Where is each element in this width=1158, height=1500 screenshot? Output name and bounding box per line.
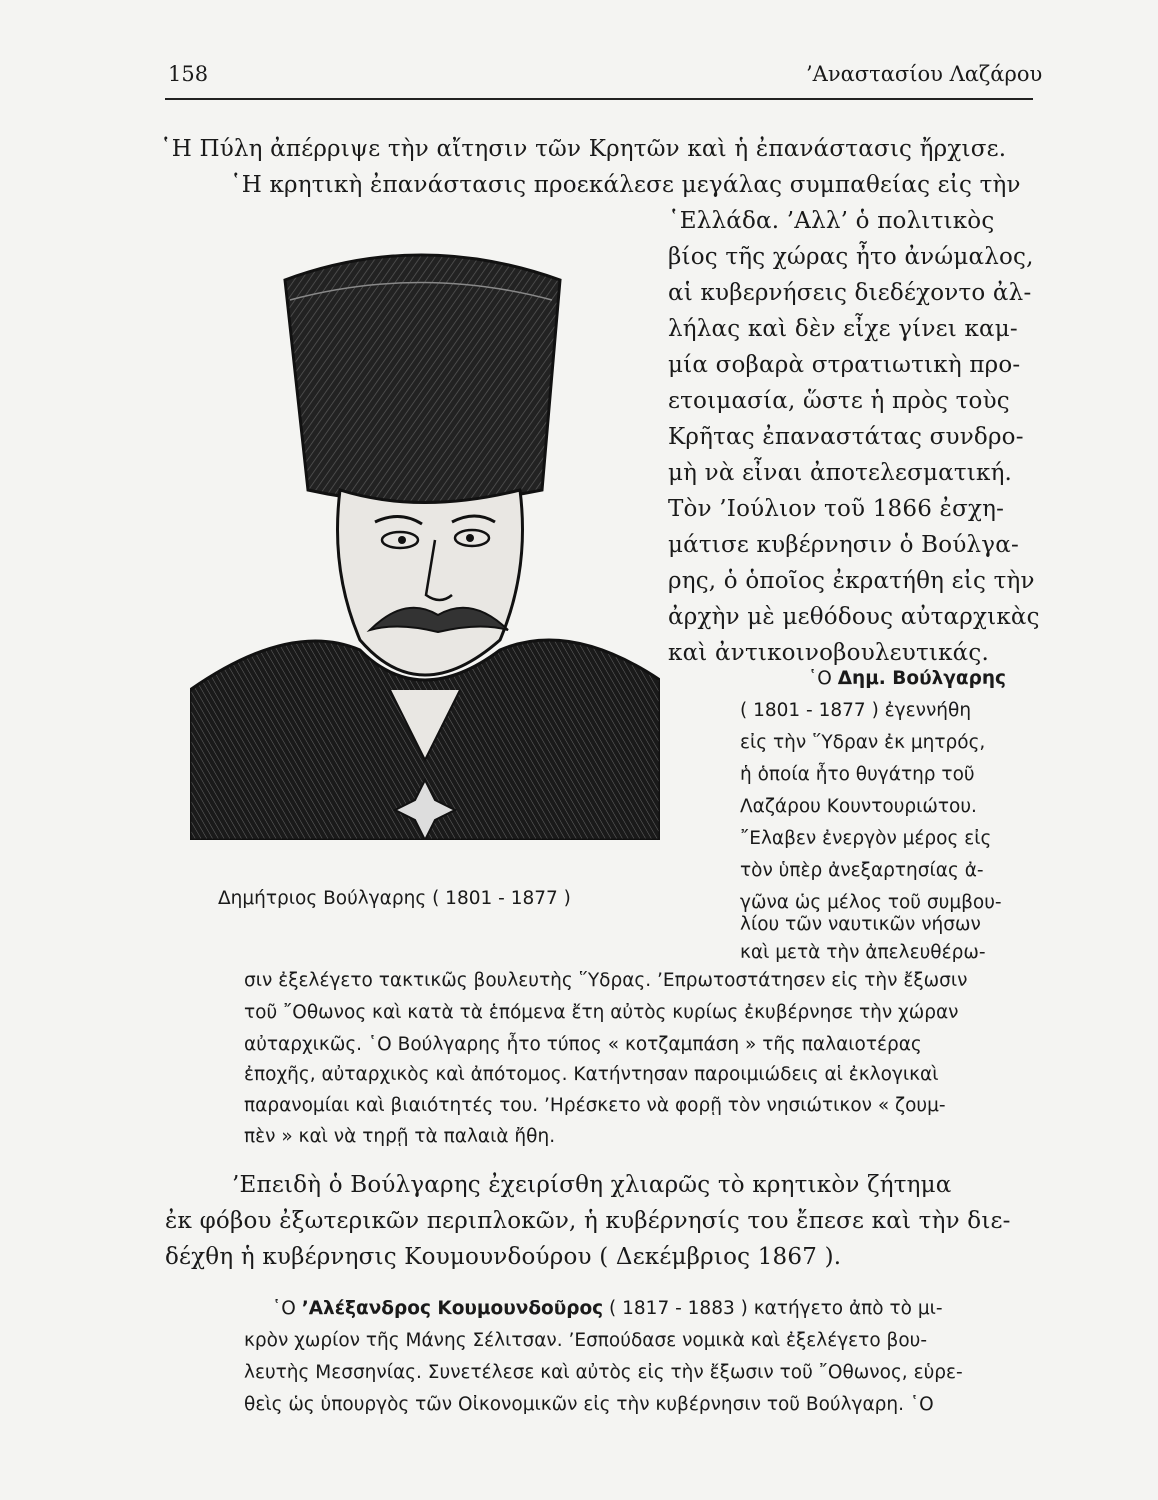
note2-prefix: ῾Ο [272, 1298, 302, 1319]
bio-line: ( 1801 - 1877 ) ἐγεννήθη [740, 700, 972, 721]
note2-line: κρὸν χωρίον τῆς Μάνης Σέλιτσαν. ’Εσπούδασε νομικὰ καὶ ἐξελέγετο βου- [244, 1330, 928, 1351]
bio-full-line: σιν ἐξελέγετο τακτικῶς βουλευτὴς ῞Υδρας. ’Επρωτοστάτησεν εἰς τὴν ἔξωσιν [244, 970, 968, 991]
note2-first-line [272, 1298, 943, 1319]
side-line: ρης, ὁ ὁποῖος ἐκρατήθη εἰς τὴν [668, 568, 1035, 594]
side-line: μία σοβαρὰ στρατιωτικὴ προ- [668, 352, 1021, 378]
note2-first-rest: ( 1817 - 1883 ) κατήγετο ἀπὸ τὸ μι- [603, 1298, 943, 1319]
bio-name: Δημ. Βούλγαρης [837, 668, 1006, 689]
side-line: καὶ ἀντικοινοβουλευτικάς. [668, 640, 990, 666]
side-line: μὴ νὰ εἶναι ἀποτελεσματική. [668, 460, 1013, 486]
paragraph-line: δέχθη ἡ κυβέρνησις Κουμουνδούρου ( Δεκέμβριος 1867 ). [165, 1244, 842, 1270]
bio-line: καὶ μετὰ τὴν ἀπελευθέρω- [740, 942, 986, 963]
bio-full-line: πὲν » καὶ νὰ τηρῇ τὰ παλαιὰ ἤθη. [244, 1126, 556, 1147]
bio-line: εἰς τὴν ῞Υδραν ἐκ μητρός, [740, 732, 986, 753]
side-line: ῾Ελλάδα. ’Αλλ’ ὁ πολιτικὸς [668, 208, 995, 234]
bio-line: Λαζάρου Κουντουριώτου. [740, 796, 977, 817]
bio-full-line: ἐποχῆς, αὐταρχικὸς καὶ ἀπότομος. Κατήντησαν παροιμιώδεις αἱ ἐκλογικαὶ [244, 1064, 939, 1085]
intro-line: ῾Η Πύλη ἀπέρριψε τὴν αἴτησιν τῶν Κρητῶν καὶ ἡ ἐπανάστασις ἤρχισε. [160, 136, 1007, 162]
bio-full-line: παρανομίαι καὶ βιαιότητές του. ’Ηρέσκετο νὰ φορῇ τὸν νησιώτικον « ζουμ- [244, 1095, 946, 1116]
note2-line: θεὶς ὡς ὑπουργὸς τῶν Οἰκονομικῶν εἰς τὴν κυβέρνησιν τοῦ Βούλγαρη. ῾Ο [244, 1394, 934, 1415]
paragraph-line: ’Επειδὴ ὁ Βούλγαρης ἐχειρίσθη χλιαρῶς τὸ κρητικὸν ζήτημα [232, 1172, 952, 1198]
bio-prefix: ῾Ο [808, 668, 838, 689]
side-line: βίος τῆς χώρας ἦτο ἀνώμαλος, [668, 244, 1034, 270]
side-line: Κρῆτας ἐπαναστάτας συνδρο- [668, 424, 1024, 450]
page-number: 158 [168, 62, 209, 86]
bio-line: τὸν ὑπὲρ ἀνεξαρτησίας ἀ- [740, 860, 984, 881]
note2-line: λευτὴς Μεσσηνίας. Συνετέλεσε καὶ αὐτὸς εἰς τὴν ἔξωσιν τοῦ ῎Οθωνος, εὑρε- [244, 1362, 963, 1383]
paragraph-line: ἐκ φόβου ἐξωτερικῶν περιπλοκῶν, ἡ κυβέρνησίς του ἔπεσε καὶ τὴν διε- [165, 1208, 1011, 1234]
bio-line: λίου τῶν ναυτικῶν νήσων [740, 914, 981, 935]
portrait-caption: Δημήτριος Βούλγαρης ( 1801 - 1877 ) [218, 888, 571, 909]
side-line: ετοιμασία, ὥστε ἡ πρὸς τοὺς [668, 388, 1010, 414]
bio-full-line: αὐταρχικῶς. ῾Ο Βούλγαρης ἦτο τύπος « κοτζαμπάση » τῆς παλαιοτέρας [244, 1034, 922, 1055]
running-title: ’Αναστασίου Λαζάρου [806, 62, 1043, 86]
side-line: Τὸν ’Ιούλιον τοῦ 1866 ἐσχη- [668, 496, 1005, 522]
bio-line: ἡ ὁποία ἦτο θυγάτηρ τοῦ [740, 764, 975, 785]
side-line: αἱ κυβερνήσεις διεδέχοντο ἀλ- [668, 280, 1032, 306]
bio-full-line: τοῦ ῎Οθωνος καὶ κατὰ τὰ ἑπόμενα ἔτη αὐτὸς κυρίως ἐκυβέρνησε τὴν χώραν [244, 1002, 959, 1023]
bio-first-line [808, 668, 1006, 689]
header-rule [165, 98, 1033, 100]
portrait-illustration [190, 240, 660, 840]
side-line: ἀρχὴν μὲ μεθόδους αὐταρχικὰς [668, 604, 1040, 630]
bio-line: γῶνα ὡς μέλος τοῦ συμβου- [740, 892, 1002, 913]
side-line: λήλας καὶ δὲν εἶχε γίνει καμ- [668, 316, 1018, 342]
bio-line: ῎Ελαβεν ἐνεργὸν μέρος εἰς [740, 828, 992, 849]
side-line: μάτισε κυβέρνησιν ὁ Βούλγα- [668, 532, 1019, 558]
note2-name: ’Αλέξανδρος Κουμουνδοῦρος [301, 1298, 604, 1319]
intro-line: ῾Η κρητικὴ ἐπανάστασις προεκάλεσε μεγάλας συμπαθείας εἰς τὴν [230, 172, 1021, 198]
